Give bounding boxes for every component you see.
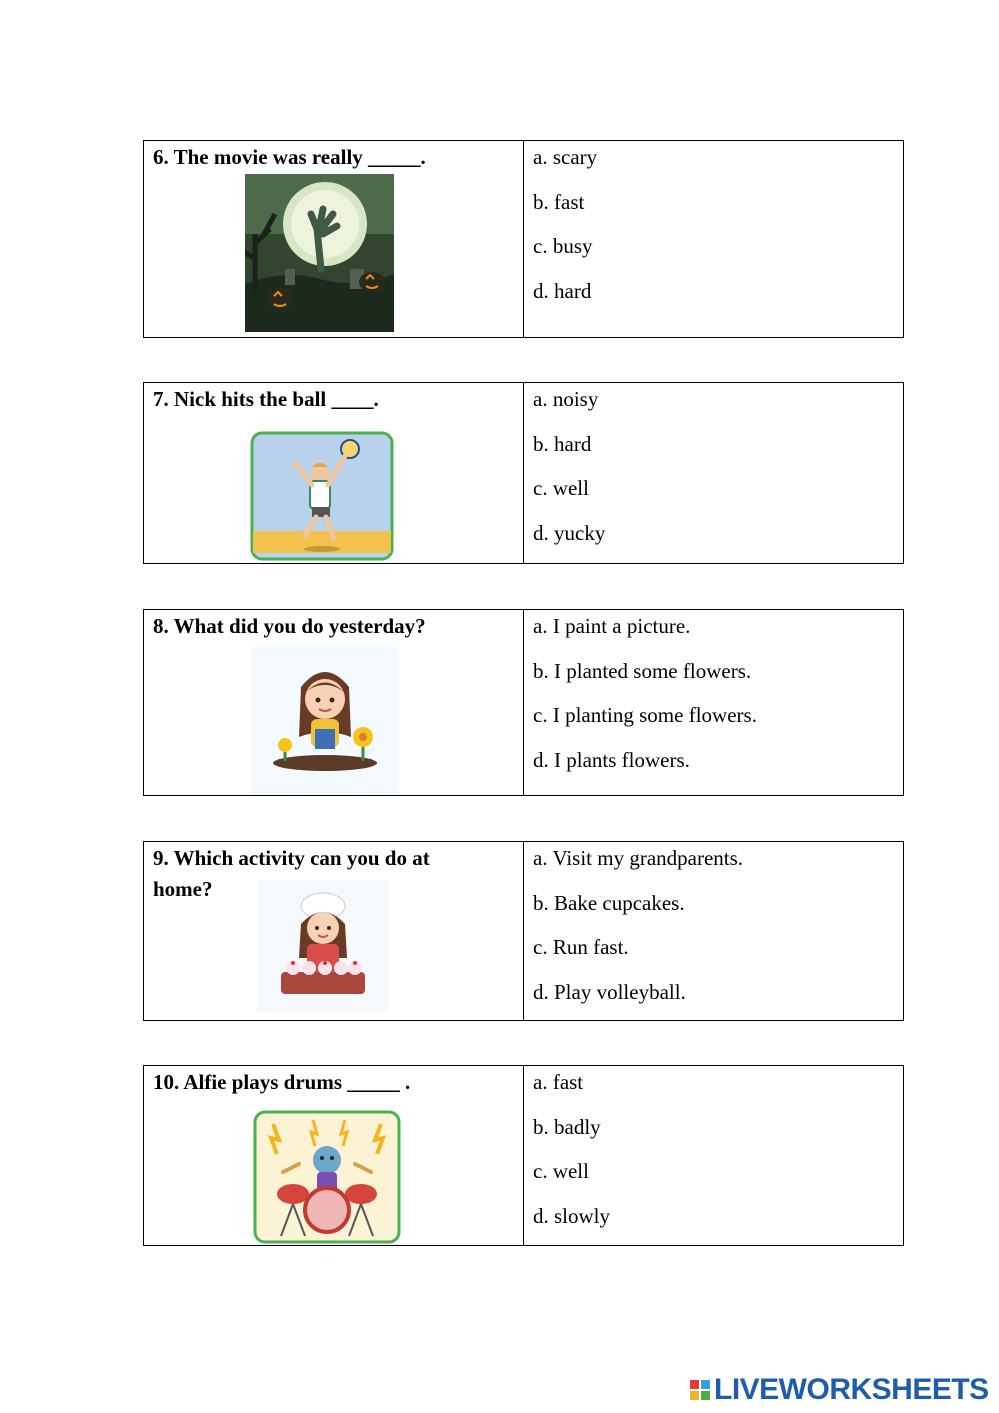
question-cell [144,842,524,1020]
question-prompt: 9. Which activity can you do at home? [153,846,430,901]
question-prompt: 8. What did you do yesterday? [153,614,426,638]
option-d[interactable]: d. yucky [533,520,606,545]
question-prompt: 7. Nick hits the ball ____. [153,387,379,411]
graveyard-zombie-hand-icon [245,174,394,332]
volleyball-player-icon [250,431,394,561]
logo-mark-icon [690,1380,710,1400]
question-7 [143,382,904,564]
option-c[interactable]: c. I planting some flowers. [533,703,757,728]
question-prompt: 6. The movie was really _____. [153,145,426,169]
brand-name: LIVEWORKSHEETS [714,1373,989,1406]
option-c[interactable]: c. Run fast. [533,935,629,960]
question-8 [143,609,904,796]
question-prompt: 10. Alfie plays drums _____ . [153,1070,411,1094]
option-a[interactable]: a. I paint a picture. [533,614,691,638]
option-c[interactable]: c. busy [533,234,593,259]
option-d[interactable]: d. hard [533,278,592,303]
options-cell [524,141,903,337]
option-a[interactable]: a. fast [533,1070,584,1094]
option-b[interactable]: b. badly [533,1114,601,1139]
question-6 [143,140,904,338]
option-a[interactable]: a. Visit my grandparents. [533,846,744,870]
option-a[interactable]: a. noisy [533,387,599,411]
girl-planting-flowers-icon [251,647,399,795]
question-10 [143,1065,904,1246]
option-b[interactable]: b. I planted some flowers. [533,658,752,683]
option-b[interactable]: b. hard [533,431,592,456]
option-a[interactable]: a. scary [533,145,598,169]
option-c[interactable]: c. well [533,1159,589,1184]
option-b[interactable]: b. Bake cupcakes. [533,890,685,915]
question-cell [144,383,524,563]
options-cell [524,1066,903,1245]
question-cell [144,141,524,337]
question-cell [144,610,524,795]
options-cell [524,842,903,1020]
option-d[interactable]: d. Play volleyball. [533,979,686,1004]
option-d[interactable]: d. slowly [533,1203,611,1228]
girl-baking-cupcakes-icon [257,880,389,1012]
option-c[interactable]: c. well [533,476,589,501]
question-cell [144,1066,524,1245]
liveworksheets-logo [690,1373,989,1407]
drummer-icon [253,1110,401,1244]
question-9 [143,841,904,1021]
option-b[interactable]: b. fast [533,189,585,214]
option-d[interactable]: d. I plants flowers. [533,747,690,772]
options-cell [524,610,903,795]
options-cell [524,383,903,563]
